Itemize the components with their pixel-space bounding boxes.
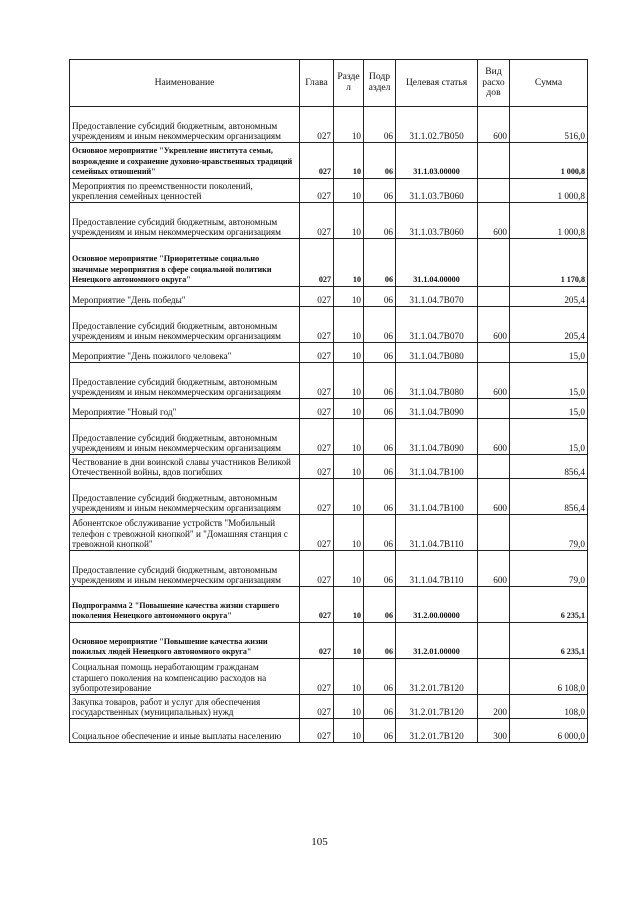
cell-podrazdel: 06 — [364, 623, 396, 659]
cell-glava: 027 — [300, 479, 334, 515]
table-row — [70, 719, 588, 743]
cell-celevaya: 31.1.03.7В060 — [396, 203, 478, 239]
cell-podrazdel: 06 — [364, 343, 396, 363]
cell-summa: 15,0 — [510, 343, 588, 363]
cell-vid — [478, 179, 510, 203]
cell-razdel: 10 — [334, 399, 364, 419]
cell-summa: 856,4 — [510, 455, 588, 479]
cell-summa: 79,0 — [510, 515, 588, 551]
cell-razdel: 10 — [334, 695, 364, 719]
cell-summa: 79,0 — [510, 551, 588, 587]
table-row — [70, 659, 588, 695]
table-row — [70, 587, 588, 623]
cell-name: Закупка товаров, работ и услуг для обеспечения государственных (муниципальных) нужд — [70, 695, 300, 719]
cell-summa: 15,0 — [510, 363, 588, 399]
cell-glava: 027 — [300, 179, 334, 203]
cell-vid: 200 — [478, 695, 510, 719]
cell-podrazdel: 06 — [364, 363, 396, 399]
cell-podrazdel: 06 — [364, 587, 396, 623]
cell-celevaya: 31.1.04.7В080 — [396, 363, 478, 399]
cell-podrazdel: 06 — [364, 307, 396, 343]
cell-podrazdel: 06 — [364, 179, 396, 203]
cell-glava: 027 — [300, 143, 334, 179]
cell-summa: 15,0 — [510, 399, 588, 419]
cell-celevaya: 31.1.04.7В110 — [396, 515, 478, 551]
cell-glava: 027 — [300, 107, 334, 143]
cell-celevaya: 31.2.01.7В120 — [396, 695, 478, 719]
cell-summa: 15,0 — [510, 419, 588, 455]
table-row — [70, 239, 588, 287]
cell-name: Предоставление субсидий бюджетным, автономным учреждениям и иным некоммерческим организациям — [70, 107, 300, 143]
cell-glava: 027 — [300, 551, 334, 587]
cell-name: Социальное обеспечение и иные выплаты населению — [70, 719, 300, 743]
header-glava: Глава — [300, 60, 334, 107]
cell-celevaya: 31.1.04.7В090 — [396, 399, 478, 419]
table-row — [70, 179, 588, 203]
cell-vid: 600 — [478, 107, 510, 143]
table-row — [70, 419, 588, 455]
cell-glava: 027 — [300, 399, 334, 419]
cell-name: Основное мероприятие "Повышение качества жизни пожилых людей Ненецкого автономного округа" — [70, 623, 300, 659]
cell-summa: 1 000,8 — [510, 179, 588, 203]
page-number: 105 — [311, 836, 328, 848]
cell-razdel: 10 — [334, 203, 364, 239]
cell-vid — [478, 143, 510, 179]
table-row — [70, 107, 588, 143]
cell-summa: 1 000,8 — [510, 143, 588, 179]
cell-name: Предоставление субсидий бюджетным, автономным учреждениям и иным некоммерческим организациям — [70, 551, 300, 587]
table-row — [70, 551, 588, 587]
header-razdel: Разде л — [334, 60, 364, 107]
cell-celevaya: 31.1.03.00000 — [396, 143, 478, 179]
table-row — [70, 363, 588, 399]
cell-glava: 027 — [300, 287, 334, 307]
header-celevaya: Целевая статья — [396, 60, 478, 107]
cell-razdel: 10 — [334, 239, 364, 287]
table-row — [70, 307, 588, 343]
cell-summa: 205,4 — [510, 287, 588, 307]
cell-razdel: 10 — [334, 107, 364, 143]
cell-celevaya: 31.1.04.7В080 — [396, 343, 478, 363]
cell-name: Социальная помощь неработающим гражданам старшего поколения на компенсацию расходов на зубопротезирование — [70, 659, 300, 695]
cell-podrazdel: 06 — [364, 479, 396, 515]
cell-celevaya: 31.1.04.7В100 — [396, 455, 478, 479]
cell-glava: 027 — [300, 343, 334, 363]
cell-celevaya: 31.1.04.7В070 — [396, 287, 478, 307]
cell-podrazdel: 06 — [364, 659, 396, 695]
cell-summa: 6 235,1 — [510, 587, 588, 623]
cell-summa: 6 235,1 — [510, 623, 588, 659]
cell-summa: 1 000,8 — [510, 203, 588, 239]
cell-celevaya: 31.1.04.7В100 — [396, 479, 478, 515]
cell-summa: 856,4 — [510, 479, 588, 515]
cell-glava: 027 — [300, 515, 334, 551]
cell-celevaya: 31.2.01.7В120 — [396, 659, 478, 695]
cell-vid: 600 — [478, 363, 510, 399]
cell-podrazdel: 06 — [364, 551, 396, 587]
cell-celevaya: 31.2.01.7В120 — [396, 719, 478, 743]
cell-name: Подпрограмма 2 "Повышение качества жизни старшего поколения Ненецкого автономного округа" — [70, 587, 300, 623]
cell-razdel: 10 — [334, 363, 364, 399]
cell-glava: 027 — [300, 623, 334, 659]
cell-razdel: 10 — [334, 343, 364, 363]
cell-celevaya: 31.1.04.00000 — [396, 239, 478, 287]
cell-name: Мероприятие "День победы" — [70, 287, 300, 307]
cell-name: Мероприятие "Новый год" — [70, 399, 300, 419]
header-vid: Вид расхо дов — [478, 60, 510, 107]
header-name: Наименование — [70, 60, 300, 107]
cell-vid — [478, 399, 510, 419]
table-row — [70, 399, 588, 419]
cell-razdel: 10 — [334, 143, 364, 179]
cell-razdel: 10 — [334, 719, 364, 743]
cell-razdel: 10 — [334, 307, 364, 343]
cell-vid: 600 — [478, 203, 510, 239]
cell-summa: 6 108,0 — [510, 659, 588, 695]
cell-celevaya: 31.2.01.00000 — [396, 623, 478, 659]
cell-name: Предоставление субсидий бюджетным, автономным учреждениям и иным некоммерческим организациям — [70, 363, 300, 399]
cell-vid — [478, 587, 510, 623]
cell-vid: 600 — [478, 551, 510, 587]
table-row — [70, 695, 588, 719]
header-podrazdel: Подр аздел — [364, 60, 396, 107]
cell-vid: 600 — [478, 419, 510, 455]
cell-vid — [478, 239, 510, 287]
cell-podrazdel: 06 — [364, 399, 396, 419]
cell-celevaya: 31.1.04.7В070 — [396, 307, 478, 343]
cell-razdel: 10 — [334, 551, 364, 587]
cell-razdel: 10 — [334, 659, 364, 695]
cell-vid — [478, 659, 510, 695]
cell-summa: 6 000,0 — [510, 719, 588, 743]
table-row — [70, 623, 588, 659]
cell-podrazdel: 06 — [364, 515, 396, 551]
cell-podrazdel: 06 — [364, 107, 396, 143]
cell-razdel: 10 — [334, 287, 364, 307]
cell-vid — [478, 515, 510, 551]
cell-razdel: 10 — [334, 515, 364, 551]
cell-podrazdel: 06 — [364, 143, 396, 179]
cell-glava: 027 — [300, 203, 334, 239]
cell-glava: 027 — [300, 695, 334, 719]
cell-razdel: 10 — [334, 587, 364, 623]
cell-celevaya: 31.1.02.7В050 — [396, 107, 478, 143]
cell-glava: 027 — [300, 307, 334, 343]
cell-name: Абонентское обслуживание устройств "Мобильный телефон с тревожной кнопкой" и "Домашняя станция с тревожной кнопкой" — [70, 515, 300, 551]
table-row — [70, 455, 588, 479]
cell-glava: 027 — [300, 419, 334, 455]
cell-vid — [478, 343, 510, 363]
cell-summa: 1 170,8 — [510, 239, 588, 287]
cell-podrazdel: 06 — [364, 455, 396, 479]
table-body — [70, 107, 588, 743]
cell-razdel: 10 — [334, 419, 364, 455]
table-row — [70, 143, 588, 179]
cell-glava: 027 — [300, 363, 334, 399]
cell-podrazdel: 06 — [364, 419, 396, 455]
cell-vid: 300 — [478, 719, 510, 743]
cell-vid: 600 — [478, 479, 510, 515]
cell-vid — [478, 455, 510, 479]
cell-vid: 600 — [478, 307, 510, 343]
cell-razdel: 10 — [334, 479, 364, 515]
cell-vid — [478, 287, 510, 307]
header-row — [70, 60, 588, 107]
cell-name: Предоставление субсидий бюджетным, автономным учреждениям и иным некоммерческим организациям — [70, 479, 300, 515]
cell-name: Предоставление субсидий бюджетным, автономным учреждениям и иным некоммерческим организациям — [70, 307, 300, 343]
cell-name: Чествование в дни воинской славы участников Великой Отечественной войны, вдов погибших — [70, 455, 300, 479]
cell-summa: 516,0 — [510, 107, 588, 143]
cell-name: Предоставление субсидий бюджетным, автономным учреждениям и иным некоммерческим организациям — [70, 203, 300, 239]
table-row — [70, 287, 588, 307]
cell-razdel: 10 — [334, 623, 364, 659]
cell-podrazdel: 06 — [364, 287, 396, 307]
cell-glava: 027 — [300, 455, 334, 479]
cell-name: Мероприятия по преемственности поколений, укрепления семейных ценностей — [70, 179, 300, 203]
header-summa: Сумма — [510, 60, 588, 107]
cell-glava: 027 — [300, 239, 334, 287]
cell-podrazdel: 06 — [364, 203, 396, 239]
cell-name: Мероприятие "День пожилого человека" — [70, 343, 300, 363]
table-row — [70, 479, 588, 515]
cell-celevaya: 31.2.00.00000 — [396, 587, 478, 623]
cell-summa: 205,4 — [510, 307, 588, 343]
cell-name: Основное мероприятие "Укрепление института семьи, возрождение и сохранение духовно-нравственных традиций семейных отношений" — [70, 143, 300, 179]
cell-razdel: 10 — [334, 455, 364, 479]
cell-celevaya: 31.1.04.7В110 — [396, 551, 478, 587]
cell-podrazdel: 06 — [364, 695, 396, 719]
cell-celevaya: 31.1.04.7В090 — [396, 419, 478, 455]
table-row — [70, 203, 588, 239]
cell-podrazdel: 06 — [364, 239, 396, 287]
cell-summa: 108,0 — [510, 695, 588, 719]
cell-glava: 027 — [300, 719, 334, 743]
cell-glava: 027 — [300, 659, 334, 695]
table-row — [70, 515, 588, 551]
cell-razdel: 10 — [334, 179, 364, 203]
cell-glava: 027 — [300, 587, 334, 623]
cell-podrazdel: 06 — [364, 719, 396, 743]
cell-name: Предоставление субсидий бюджетным, автономным учреждениям и иным некоммерческим организациям — [70, 419, 300, 455]
cell-name: Основное мероприятие "Приоритетные социально значимые мероприятия в сфере социальной политики Ненецкого автономного округа" — [70, 239, 300, 287]
cell-vid — [478, 623, 510, 659]
table-row — [70, 343, 588, 363]
cell-celevaya: 31.1.03.7В060 — [396, 179, 478, 203]
budget-table — [69, 59, 588, 743]
